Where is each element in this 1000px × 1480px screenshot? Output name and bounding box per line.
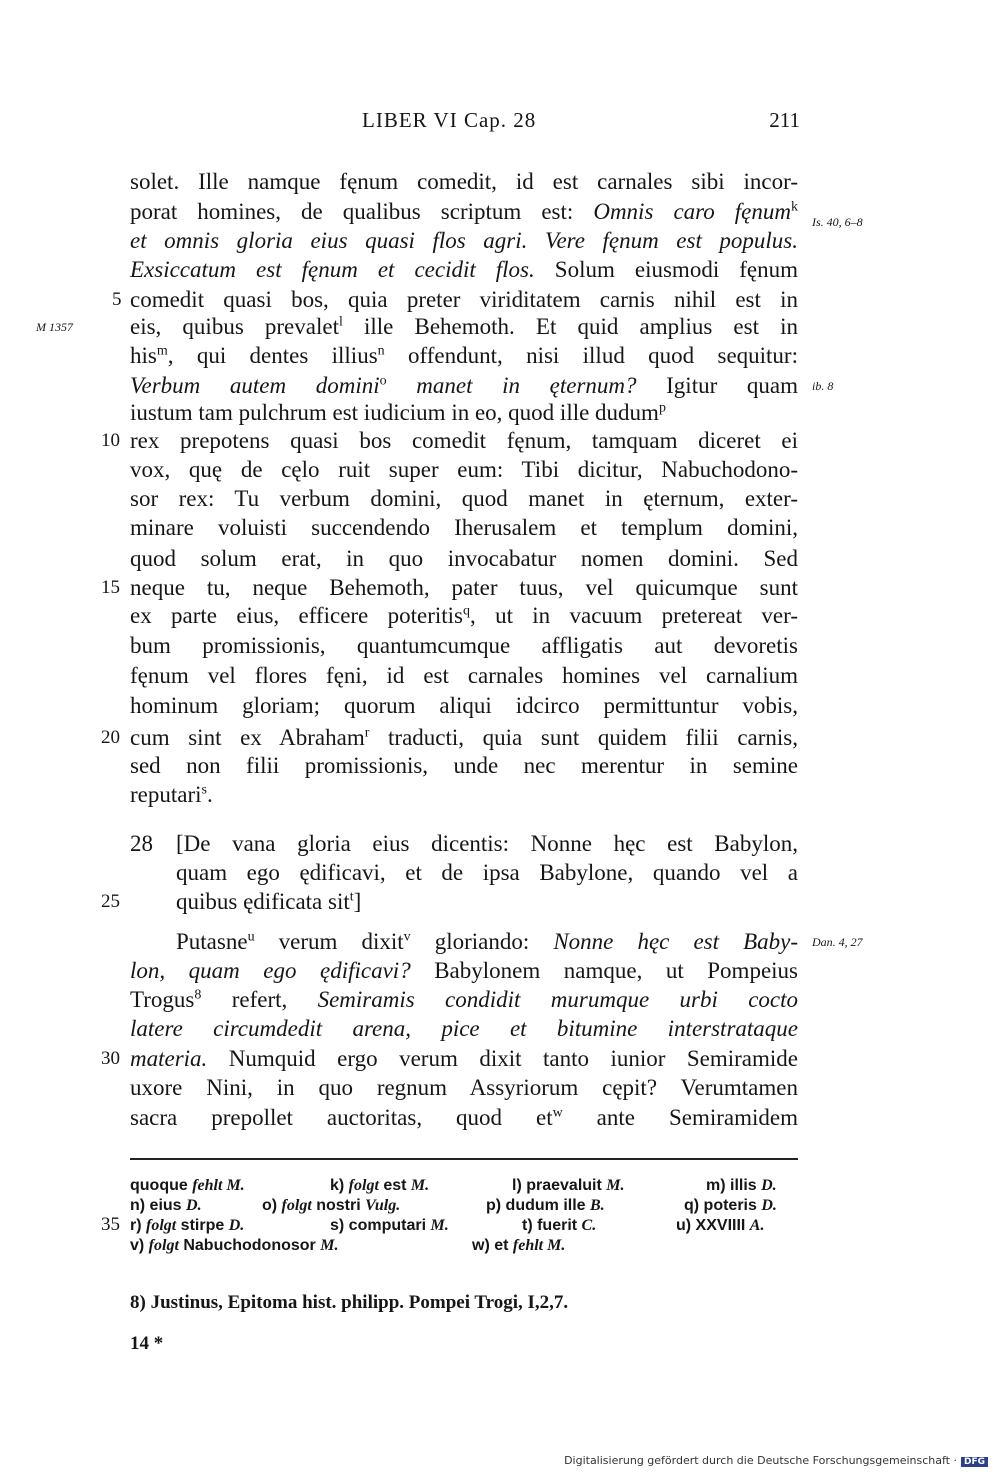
text-line: iustum tam pulchrum est iudicium in eo, quod ille dudum$^p$ xyxy=(130,400,666,425)
margin-ref-m1357: M 1357 xyxy=(36,320,73,334)
text-line: sacra prepollet auctoritas, quod $et^w$ ante Semiramidem xyxy=(130,1105,798,1130)
text-line: materia. Numquid ergo verum dixit tanto iunior Semiramide xyxy=(130,1046,798,1071)
footnote: v) folgt Nabuchodonosor M. xyxy=(130,1237,339,1254)
footnote: m) illis D. xyxy=(706,1177,777,1194)
margin-ref-dan: Dan. 4, 27 xyxy=(812,935,863,949)
footnote: q) poteris D. xyxy=(684,1197,777,1214)
text-line: bum promissionis, quantumcumque affligatis aut devoretis xyxy=(130,633,798,658)
line-number: 5 xyxy=(112,289,122,310)
printer-signature: 14 * xyxy=(130,1333,164,1354)
dfg-logo: DFG xyxy=(961,1457,988,1467)
text-line: cum sint ex Abraham$^r$ traducti, quia sunt quidem filii carnis, xyxy=(130,725,798,750)
footnote: w) et fehlt M. xyxy=(472,1237,566,1254)
text-line: eis, quibus prevalet$^l$ ille Behemoth. Et quid amplius est in xyxy=(130,314,798,339)
footnote: u) XXVIIII A. xyxy=(676,1217,765,1234)
footnote: quoque fehlt M. xyxy=(130,1177,245,1194)
digitization-credit: Digitalisierung gefördert durch die Deutsche Forschungsgemeinschaft · DFG xyxy=(564,1454,988,1467)
footnote-separator xyxy=(130,1158,798,1160)
text-line: comedit quasi bos, quia preter viriditatem carnis nihil est in xyxy=(130,287,798,312)
text-line: rex prepotens quasi bos comedit fęnum, tamquam diceret ei xyxy=(130,428,798,453)
chapter-heading-line: [De vana gloria eius dicentis: Nonne hęc est Babylon, xyxy=(176,831,798,856)
text-line: latere circumdedit arena, pice et bitumine interstrataque xyxy=(130,1016,798,1041)
text-line: vox, quę de cęlo ruit super eum: Tibi dicitur, Nabuchodono- xyxy=(130,457,798,482)
chapter-heading-line: quibus ędificata sit$^t$] xyxy=(176,889,362,914)
text-line: solet. Ille namque fęnum comedit, id est carnales sibi incor- xyxy=(130,169,798,194)
text-line: reputari$^s$. xyxy=(130,782,213,807)
text-line: hominum gloriam; quorum aliqui idcirco permittuntur vobis, xyxy=(130,693,798,718)
margin-ref-is40: Is. 40, 6–8 xyxy=(812,215,863,229)
footnote: k) folgt est M. xyxy=(330,1177,430,1194)
margin-ref-ib8: ib. 8 xyxy=(812,379,834,393)
footnote: s) computari M. xyxy=(330,1217,449,1234)
footnote: t) fuerit C. xyxy=(522,1217,597,1234)
text-line: his$^m$, qui dentes illius$^n$ offendunt, nisi illud quod sequitur: xyxy=(130,343,798,368)
text-line: et omnis gloria eius quasi flos agri. Vere fęnum est populus. xyxy=(130,228,798,253)
text-line: Putasne$^u$ verum dixit$^v$ gloriando: Nonne hęc est Baby- xyxy=(176,929,798,954)
text-line: minare voluisti succendendo Iherusalem et templum domini, xyxy=(130,515,798,540)
text-line: neque tu, neque Behemoth, pater tuus, vel quicumque sunt xyxy=(130,575,798,600)
text-line: sor rex: Tu verbum domini, quod manet in ęternum, exter- xyxy=(130,486,798,511)
chapter-heading-line: quam ego ędificavi, et de ipsa Babylone, quando vel a xyxy=(176,860,798,885)
footnote: r) folgt stirpe D. xyxy=(130,1217,245,1234)
text-line: uxore Nini, in quo regnum Assyriorum cępit? Verumtamen xyxy=(130,1075,798,1100)
running-header xyxy=(130,108,800,144)
text-line: Verbum autem domini$^o$ manet in ęternum? Igitur quam xyxy=(130,373,798,398)
line-number: 20 xyxy=(101,727,120,748)
chapter-number: 28 xyxy=(130,831,153,856)
text-line: lon, quam ego ędificavi? Babylonem namque, ut Pompeius xyxy=(130,958,798,983)
source-footnote: 8) Justinus, Epitoma hist. philipp. Pompei Trogi, I,2,7. xyxy=(130,1292,569,1313)
line-number: 10 xyxy=(101,430,120,451)
text-line: porat homines, de qualibus scriptum est: Omnis caro fęnum$^k$ xyxy=(130,199,799,224)
text-line: fęnum vel flores fęni, id est carnales homines vel carnalium xyxy=(130,663,798,688)
line-number: 15 xyxy=(101,577,120,598)
line-number: 35 xyxy=(101,1214,120,1235)
footnote: o) folgt nostri Vulg. xyxy=(262,1197,401,1214)
text-line: Trogus$^8$ refert, Semiramis condidit murumque urbi cocto xyxy=(130,987,798,1012)
footnote: n) eius D. xyxy=(130,1197,202,1214)
page-number: 211 xyxy=(769,108,800,132)
footnote: l) praevaluit M. xyxy=(512,1177,625,1194)
running-title: LIBER VI Cap. 28 xyxy=(362,108,537,132)
text-line: sed non filii promissionis, unde nec merentur in semine xyxy=(130,753,798,778)
footnote: p) dudum ille B. xyxy=(486,1197,605,1214)
line-number: 25 xyxy=(101,891,120,912)
text-line: ex parte eius, efficere poteritis$^q$, ut in vacuum pretereat ver- xyxy=(130,603,798,628)
text-line: quod solum erat, in quo invocabatur nomen domini. Sed xyxy=(130,546,798,571)
text-line: Exsiccatum est fęnum et cecidit flos. Solum eiusmodi fęnum xyxy=(130,257,798,282)
line-number: 30 xyxy=(101,1048,120,1069)
